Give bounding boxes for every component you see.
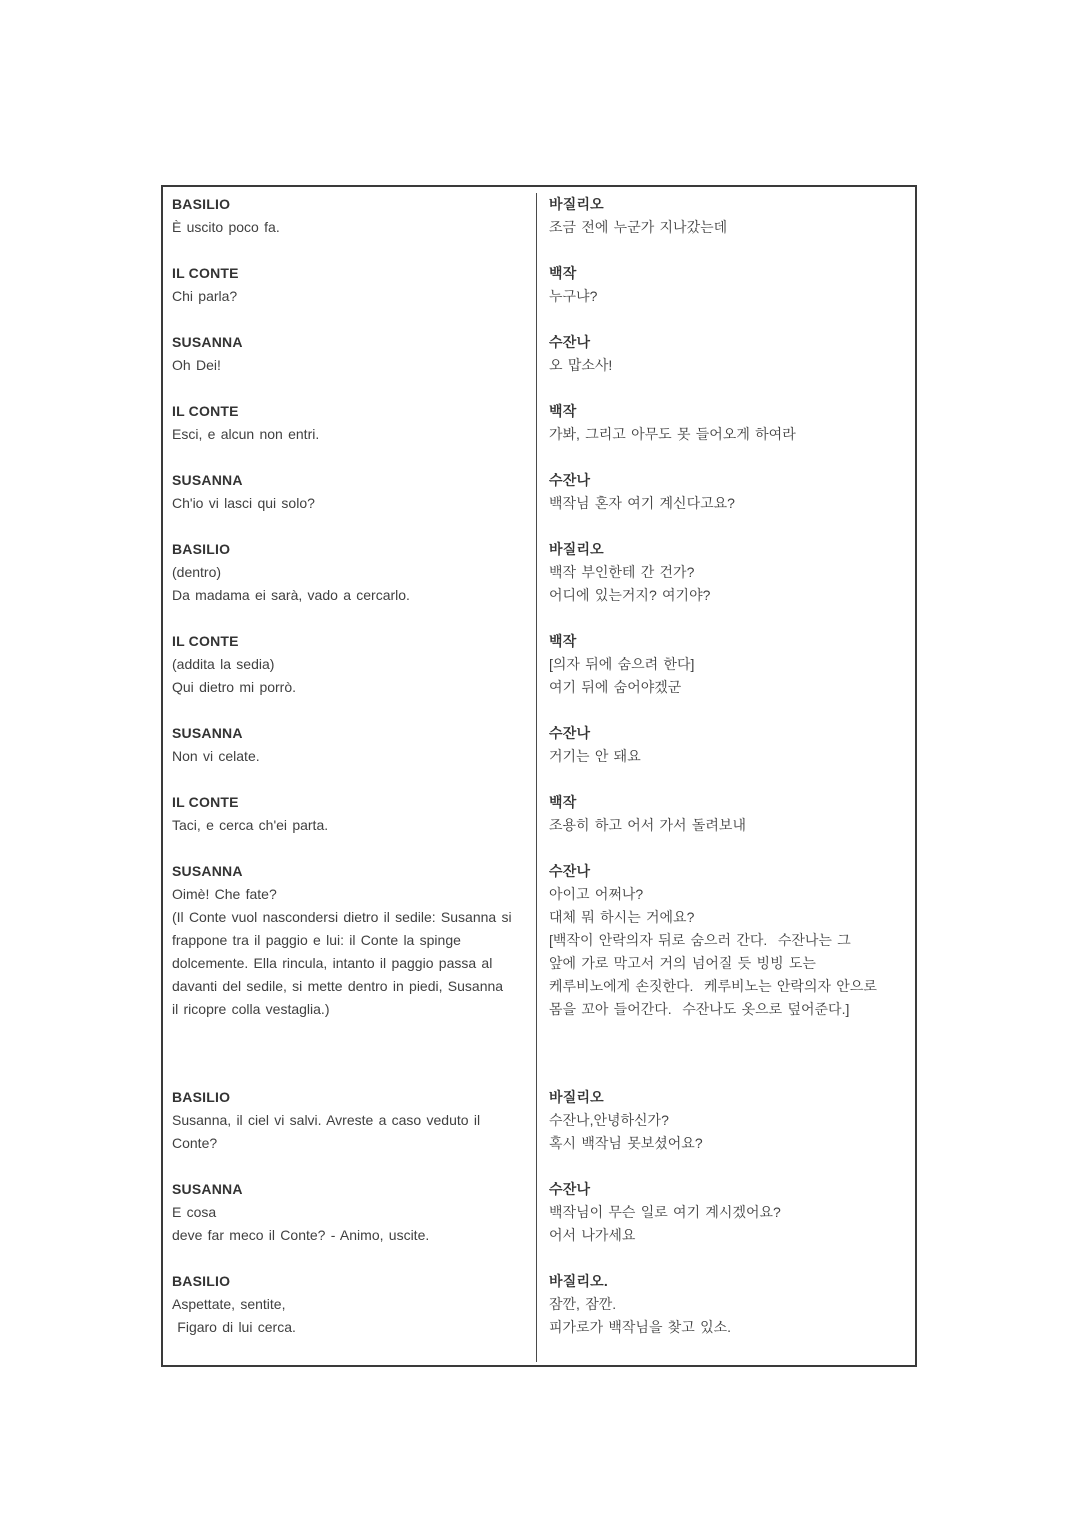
korean-cell: [537, 1270, 915, 1362]
dialogue-line: E cosa: [172, 1204, 217, 1220]
dialogue-line: 몸을 꼬아 들어간다. 수잔나도 옷으로 덮어준다.]: [549, 1001, 850, 1017]
dialogue-line: Da madama ei sarà, vado a cercarlo.: [172, 587, 410, 603]
speaker-name: 백작: [549, 794, 577, 810]
dialogue-line: 앞에 가로 막고서 거의 넘어질 듯 빙빙 도는: [549, 955, 816, 971]
korean-cell: [537, 193, 915, 262]
speaker-name: 백작: [549, 633, 577, 649]
dialogue-line: (dentro): [172, 564, 222, 580]
speaker-name: IL CONTE: [172, 403, 239, 419]
dialogue-line: Figaro di lui cerca.: [172, 1319, 296, 1335]
dialogue-line: Taci, e cerca ch'ei parta.: [172, 817, 329, 833]
dialogue-line: 혹시 백작님 못보셨어요?: [549, 1135, 703, 1151]
dialogue-line: 여기 뒤에 숨어야겠군: [549, 679, 682, 695]
dialogue-line: 누구냐?: [549, 288, 598, 304]
dialogue-line: Aspettate, sentite,: [172, 1296, 286, 1312]
speaker-name: 수잔나: [549, 472, 591, 488]
speaker-name: 바질리오: [549, 541, 604, 557]
speaker-name: 수잔나: [549, 725, 591, 741]
dialogue-line: 가봐, 그리고 아무도 못 들어오게 하여라: [549, 426, 796, 442]
dialogue-line: deve far meco il Conte? - Animo, uscite.: [172, 1227, 430, 1243]
dialogue-line: 케루비노에게 손짓한다. 케루비노는 안락의자 안으로: [549, 978, 877, 994]
korean-cell: [537, 331, 915, 400]
dialogue-line: il ricopre colla vestaglia.): [172, 1001, 330, 1017]
italian-cell: [163, 400, 537, 469]
dialogue-line: 조용히 하고 어서 가서 돌려보내: [549, 817, 746, 833]
dialogue-line: Susanna, il ciel vi salvi. Avreste a caso veduto il: [172, 1112, 481, 1128]
speaker-name: 백작: [549, 265, 577, 281]
dialogue-line: 거기는 안 돼요: [549, 748, 641, 764]
dialogue-line: 잠깐, 잠깐.: [549, 1296, 617, 1312]
speaker-name: SUSANNA: [172, 1181, 243, 1197]
script-table: [161, 185, 917, 1367]
speaker-name: 수잔나: [549, 334, 591, 350]
dialogue-line: dolcemente. Ella rincula, intanto il paggio passa al: [172, 955, 493, 971]
speaker-name: SUSANNA: [172, 725, 243, 741]
korean-cell: [537, 538, 915, 630]
dialogue-line: Conte?: [172, 1135, 218, 1151]
dialogue-line: Oh Dei!: [172, 357, 221, 373]
dialogue-line: 어디에 있는거지? 여기야?: [549, 587, 711, 603]
italian-cell: [163, 1178, 537, 1270]
italian-cell: [163, 469, 537, 538]
italian-cell: [163, 262, 537, 331]
korean-cell: [537, 262, 915, 331]
dialogue-line: Non vi celate.: [172, 748, 260, 764]
dialogue-line: 오 맙소사!: [549, 357, 613, 373]
speaker-name: IL CONTE: [172, 794, 239, 810]
korean-cell: [537, 400, 915, 469]
dialogue-line: 백작님이 무슨 일로 여기 계시겠어요?: [549, 1204, 781, 1220]
speaker-name: IL CONTE: [172, 265, 239, 281]
dialogue-line: davanti del sedile, si mette dentro in piedi, Susanna: [172, 978, 504, 994]
dialogue-line: Ch'io vi lasci qui solo?: [172, 495, 315, 511]
dialogue-line: Esci, e alcun non entri.: [172, 426, 320, 442]
korean-cell: [537, 722, 915, 791]
dialogue-line: È uscito poco fa.: [172, 219, 280, 235]
korean-cell: [537, 791, 915, 860]
italian-cell: [163, 791, 537, 860]
dialogue-line: (addita la sedia): [172, 656, 275, 672]
dialogue-line: [백작이 안락의자 뒤로 숨으러 간다. 수잔나는 그: [549, 932, 851, 948]
dialogue-line: 조금 전에 누군가 지나갔는데: [549, 219, 728, 235]
korean-cell: [537, 1178, 915, 1270]
dialogue-line: (Il Conte vuol nascondersi dietro il sedile: Susanna si: [172, 909, 512, 925]
speaker-name: SUSANNA: [172, 863, 243, 879]
speaker-name: SUSANNA: [172, 334, 243, 350]
speaker-name: 바질리오.: [549, 1273, 608, 1289]
italian-cell: [163, 538, 537, 630]
italian-cell: [163, 860, 537, 1086]
dialogue-line: 피가로가 백작님을 찾고 있소.: [549, 1319, 732, 1335]
speaker-name: 바질리오: [549, 1089, 604, 1105]
speaker-name: 바질리오: [549, 196, 604, 212]
italian-cell: [163, 1270, 537, 1362]
speaker-name: SUSANNA: [172, 472, 243, 488]
korean-cell: [537, 860, 915, 1086]
korean-cell: [537, 1086, 915, 1178]
dialogue-line: Oimè! Che fate?: [172, 886, 277, 902]
dialogue-line: [의자 뒤에 숨으려 한다]: [549, 656, 695, 672]
dialogue-line: frappone tra il paggio e lui: il Conte la spinge: [172, 932, 461, 948]
dialogue-line: 어서 나가세요: [549, 1227, 636, 1243]
speaker-name: 백작: [549, 403, 577, 419]
italian-cell: [163, 630, 537, 722]
italian-cell: [163, 1086, 537, 1178]
speaker-name: 수잔나: [549, 1181, 591, 1197]
korean-cell: [537, 630, 915, 722]
dialogue-line: 수잔나,안녕하신가?: [549, 1112, 669, 1128]
speaker-name: BASILIO: [172, 1089, 231, 1105]
speaker-name: 수잔나: [549, 863, 591, 879]
italian-cell: [163, 331, 537, 400]
dialogue-line: Chi parla?: [172, 288, 238, 304]
speaker-name: BASILIO: [172, 541, 231, 557]
speaker-name: BASILIO: [172, 196, 231, 212]
dialogue-line: 백작 부인한테 간 건가?: [549, 564, 695, 580]
speaker-name: IL CONTE: [172, 633, 239, 649]
dialogue-line: Qui dietro mi porrò.: [172, 679, 297, 695]
italian-cell: [163, 722, 537, 791]
korean-cell: [537, 469, 915, 538]
dialogue-line: 백작님 혼자 여기 계신다고요?: [549, 495, 735, 511]
speaker-name: BASILIO: [172, 1273, 231, 1289]
dialogue-line: 대체 뭐 하시는 거에요?: [549, 909, 695, 925]
dialogue-line: 아이고 어쩌나?: [549, 886, 644, 902]
italian-cell: [163, 193, 537, 262]
